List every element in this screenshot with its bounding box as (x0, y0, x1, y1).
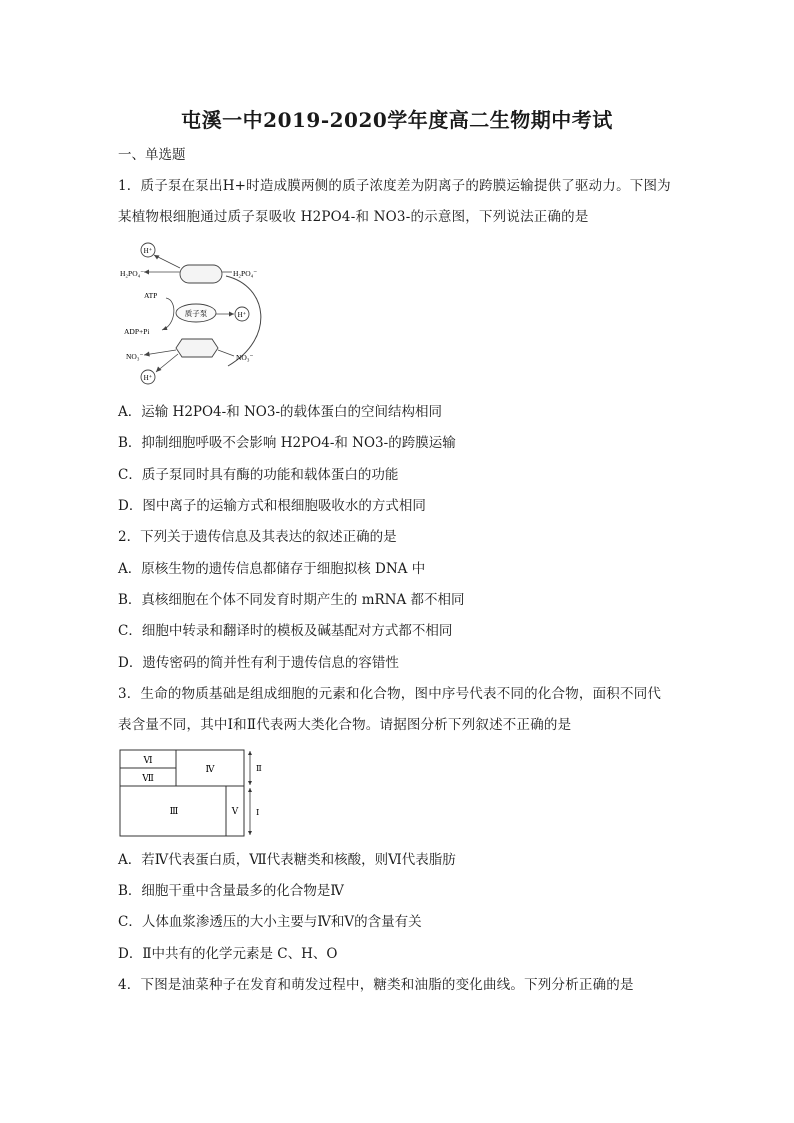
proton-pump-diagram (118, 238, 286, 392)
proton-pump-label: 质子泵 (184, 309, 208, 318)
question-1-stem-line-2: 某植物根细胞通过质子泵吸收 H2PO4-和 NO3-的示意图，下列说法正确的是 (118, 209, 589, 225)
question-1-option-d: D．图中离子的运输方式和根细胞吸收水的方式相同 (118, 498, 426, 514)
section-heading: 一、单选题 (118, 147, 186, 163)
h-ion-top-label: H⁺ (143, 247, 153, 255)
adp-label: ADP+Pi (124, 327, 150, 336)
question-2-option-a: A．原核生物的遗传信息都储存于细胞拟核 DNA 中 (118, 561, 426, 577)
region-vi-label: Ⅵ (143, 755, 153, 765)
question-3-option-b: B．细胞干重中含量最多的化合物是Ⅳ (118, 883, 344, 899)
region-iii-label: Ⅲ (169, 806, 179, 816)
no3-right-label: NO₃⁻ (236, 353, 254, 362)
page-title: 屯溪一中2019-2020学年度高二生物期中考试 (181, 108, 613, 132)
question-2-stem: 2．下列关于遗传信息及其表达的叙述正确的是 (118, 529, 397, 545)
compound-area-diagram (118, 748, 268, 838)
region-v-label: Ⅴ (231, 806, 239, 816)
question-3-option-a: A．若Ⅳ代表蛋白质，Ⅶ代表糖类和核酸，则Ⅵ代表脂肪 (118, 852, 456, 868)
question-1-option-c: C．质子泵同时具有酶的功能和载体蛋白的功能 (118, 467, 399, 483)
h2po4-left-label: H₂PO₄⁻ (120, 269, 145, 278)
question-1-stem-line-1: 1．质子泵在泵出H+时造成膜两侧的质子浓度差为阴离子的跨膜运输提供了驱动力。下图为 (118, 178, 671, 194)
question-2-option-d: D．遗传密码的简并性有利于遗传信息的容错性 (118, 655, 399, 671)
region-iv-label: Ⅳ (205, 764, 215, 774)
h2po4-right-label: H₂PO₄⁻ (233, 269, 258, 278)
question-3-stem-line-2: 表含量不同，其中Ⅰ和Ⅱ代表两大类化合物。请据图分析下列叙述不正确的是 (118, 717, 572, 733)
region-vii-label: Ⅶ (142, 773, 154, 783)
h-ion-mid-label: H⁺ (237, 311, 247, 319)
atp-arrow (162, 298, 174, 330)
question-3-option-c: C．人体血浆渗透压的大小主要与Ⅳ和Ⅴ的含量有关 (118, 914, 422, 930)
h2po4-carrier (180, 265, 222, 283)
bracket-ii-label: Ⅱ (256, 763, 262, 773)
atp-label: ATP (144, 291, 158, 300)
question-3-stem-line-1: 3．生命的物质基础是组成细胞的元素和化合物，图中序号代表不同的化合物，面积不同代 (118, 686, 662, 702)
bracket-i-label: Ⅰ (256, 807, 260, 817)
h-ion-bottom-label: H⁺ (143, 374, 153, 382)
question-1-option-b: B．抑制细胞呼吸不会影响 H2PO4-和 NO3-的跨膜运输 (118, 435, 456, 451)
no3-carrier (176, 339, 218, 357)
question-3-option-d: D．Ⅱ中共有的化学元素是 C、H、O (118, 946, 338, 962)
question-4-stem: 4．下图是油菜种子在发育和萌发过程中，糖类和油脂的变化曲线。下列分析正确的是 (118, 977, 634, 993)
outer-box (120, 750, 244, 836)
no3-left-label: NO₃⁻ (126, 352, 144, 361)
question-2-option-c: C．细胞中转录和翻译时的模板及碱基配对方式都不相同 (118, 623, 453, 639)
question-2-option-b: B．真核细胞在个体不同发育时期产生的 mRNA 都不相同 (118, 592, 465, 608)
question-1-option-a: A．运输 H2PO4-和 NO3-的载体蛋白的空间结构相同 (118, 404, 443, 420)
